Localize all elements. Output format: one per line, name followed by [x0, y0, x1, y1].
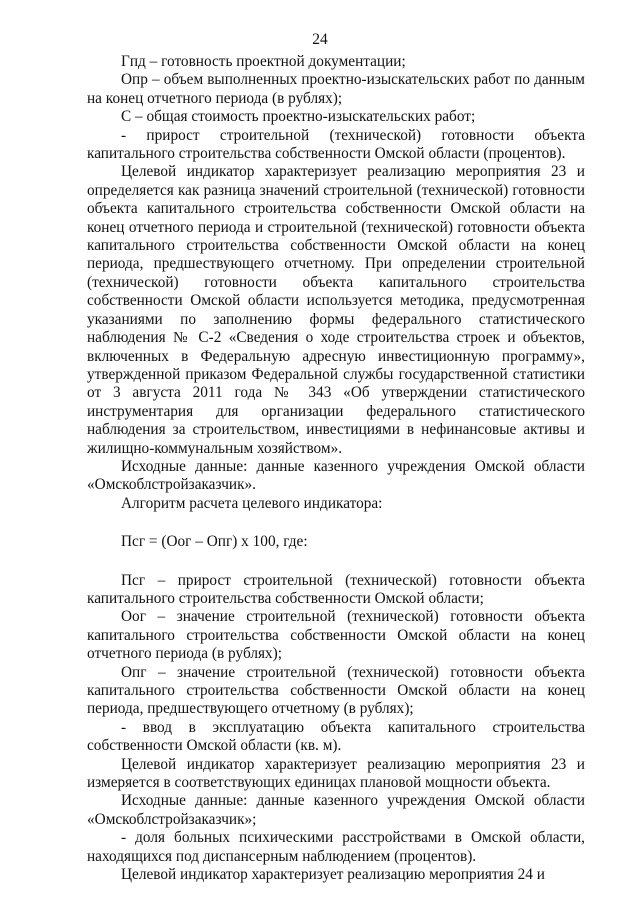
paragraph-source-data: Исходные данные: данные казенного учреждения Омской области «Омскоблстройзаказчик». [87, 457, 585, 494]
document-body [87, 53, 585, 884]
paragraph-opr-definition: Опр – объем выполненных проектно-изыскательских работ по данным на конец отчетного периода (в рублях); [87, 71, 585, 107]
paragraph-indicator-24: Целевой индикатор характеризует реализацию мероприятия 24 и [121, 866, 545, 884]
paragraph-c-definition: С – общая стоимость проектно-изыскательских работ; [121, 108, 476, 126]
paragraph-indicator-description: Целевой индикатор характеризует реализацию мероприятия 23 и определяется как разница значений строительной (технической) готовности объекта капитального строительства собственности Омской области на конец отчетного периода и строительной (технической) готовности объекта капитального строительства собственности Омской области на конец периода, предшествующего отчетному. При определении строительной (технической) готовности объекта капитального строительства собственности Омской области используется методика, предусмотренная указаниями по заполнению формы федерального статистического наблюдения № С-2 «Сведения о ходе строительства строек и объектов, включенных в Федеральную адресную инвестиционную программу», утвержденной приказом Федеральной службы государственной статистики от 3 августа 2011 года № 343 «Об утверждении статистического инструментария для организации федерального статистического наблюдения за строительством, инвестициями в нефинансовые активы и жилищно-коммунальным хозяйством». [87, 163, 585, 457]
paragraph-mental-disorders-indicator: - доля больных психическими расстройствами в Омской области, находящихся под диспансерным наблюдением (процентов). [87, 829, 585, 865]
paragraph-indicator-growth: - прирост строительной (технической) готовности объекта капитального строительства собственности Омской области (процентов). [87, 126, 585, 163]
paragraph-opg-definition: Опг – значение строительной (технической) готовности объекта капитального строительства собственности Омской области на конец периода, предшествующего отчетному (в рублях); [87, 663, 585, 718]
paragraph-psg-definition: Псг – прирост строительной (технической) готовности объекта капитального строительства собственности Омской области; [87, 571, 585, 607]
paragraph-commissioning-description: Целевой индикатор характеризует реализацию мероприятия 23 и измеряется в соответствующих единицах плановой мощности объекта. [87, 755, 585, 792]
paragraph-commissioning-indicator: - ввод в эксплуатацию объекта капитального строительства собственности Омской области (кв. м). [87, 718, 585, 755]
paragraph-source-data-2: Исходные данные: данные казенного учреждения Омской области «Омскоблстройзаказчик»; [87, 792, 585, 828]
formula: Псг = (Оог – Опг) х 100, где: [121, 533, 308, 551]
paragraph-oog-definition: Оог – значение строительной (технической) готовности объекта капитального строительства собственности Омской области на конец отчетного периода (в рублях); [87, 608, 585, 663]
paragraph-gpd-definition: Гпд – готовность проектной документации; [121, 53, 406, 70]
page-number: 24 [312, 31, 328, 48]
paragraph-algorithm-heading: Алгоритм расчета целевого индикатора: [121, 494, 383, 512]
